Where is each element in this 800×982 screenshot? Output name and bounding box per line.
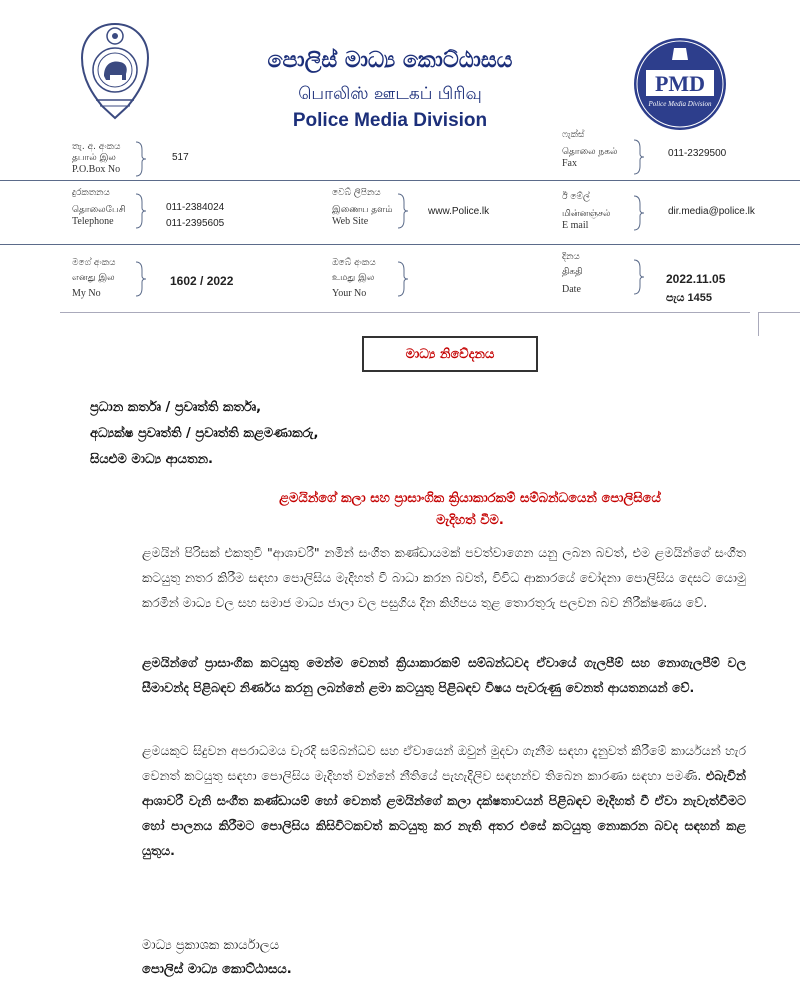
telephone-value-2: 011-2395605	[166, 218, 225, 229]
yourno-brace	[396, 260, 410, 298]
pobox-label: තැ. අ. අංකය தபால் இல P.O.Box No	[72, 142, 121, 175]
myno-value: 1602 / 2022	[170, 274, 234, 288]
addressee-2: අධ්‍යක්ෂ ප්‍රවෘත්ති / ප්‍රවෘත්ති කළමණාකරු,	[90, 426, 319, 441]
telephone-label: දුරකතනය தொலைபேசி Telephone	[72, 188, 126, 227]
email-brace	[632, 194, 646, 232]
header-corner-line	[758, 312, 759, 336]
myno-label: මගේ අංකය எனது இல My No	[72, 258, 116, 299]
yourno-label: ඔබේ අංකය உமது இல Your No	[332, 258, 376, 299]
signature-line-2: පොලිස් මාධ්‍ය කොට්ඨාසය.	[142, 962, 292, 977]
title-english: Police Media Division	[292, 110, 488, 131]
myno-brace	[134, 260, 148, 298]
title-tamil: பொலிஸ் ஊடகப் பிரிவு	[298, 84, 482, 104]
time-value: පැය 1455	[666, 292, 712, 304]
telephone-brace	[134, 192, 148, 230]
signature-line-1: මාධ්‍ය ප්‍රකාශක කාර්යාලය	[142, 938, 280, 953]
fax-value: 011-2329500	[668, 148, 727, 159]
website-brace	[396, 192, 410, 230]
notice-title: මාධ්‍ය නිවේදනය	[362, 336, 538, 372]
email-label: ඊ මේල් மின்னஞ்சல் E mail	[562, 192, 611, 231]
addressee-3: සියළුම මාධ්‍ය ආයතන.	[90, 452, 213, 467]
website-value: www.Police.lk	[428, 206, 490, 217]
subject-line-2: මැදිහත් වීම.	[436, 513, 504, 528]
pobox-brace	[134, 140, 148, 178]
pmd-logo-caption: Police Media Division	[648, 100, 712, 108]
header-corner-line-top	[758, 312, 800, 313]
telephone-value-1: 011-2384024	[166, 202, 225, 213]
paragraph-2: ළමයින්ගේ ප්‍රාසාංගික කටයුතු මෙන්ම වෙනත් ක්‍රියාකාරකම් සම්බන්ධවද ඒවායේ ගැලපීම් සහ නොගැලපීම් වල සීමාවන්ද පිළිබඳව නිර්ණය කරනු ලබන්නේ ළමා කටයුතු පිළිබඳව විෂය පැවරුණු වෙනත් ආයතනයන් වේ.	[142, 655, 746, 695]
paragraph-3-text: ළමයකුට සිදුවන අපරාධමය වැරදි සම්බන්ධව සහ ඒවායෙන් ඔවුන් මුදවා ගැනීම සඳහා දැනුවත් කිරීමේ කාර්යයන් හැර වෙනත් කටයුතු සඳහා පොලිසිය මැදිහත් වන්නේ නීතියේ පැහැදිලිව සඳහන්ව තිබෙන කාරණා සඳහා පමණි.	[142, 743, 746, 783]
pmd-logo-text: PMD	[654, 71, 706, 96]
header-divider-3	[60, 312, 750, 313]
addressee-1: ප්‍රධාන කර්තෘ / ප්‍රවෘත්ති කර්තෘ,	[90, 400, 262, 415]
fax-brace	[632, 138, 646, 176]
paragraph-3	[142, 738, 746, 863]
pobox-value: 517	[172, 152, 189, 163]
paragraph-4-text: එබැවින් ආශාවරී වැනි සංගීත කණ්ඩායම් හෝ වෙනත් ළමයින්ගේ කලා දක්ෂතාවයන් පිළිබඳව මැදිහත් වී ඒවා නැවැත්වීමට හෝ පාලනය කිරීමට පොලිසිය කිසිවිටකවත් කටයුතු කර නැති අතර එසේ කටයුතු නොකරන බවද සඳහන් කළ යුතුය.	[142, 768, 746, 858]
date-brace	[632, 258, 646, 296]
email-value: dir.media@police.lk	[668, 206, 755, 217]
paragraph-1: ළමයින් පිරිසක් එකතුවී "ආශාවරී" නමින් සංගීත කණ්ඩායමක් පවත්වාගෙන යනු ලබන බවත්, එම ළමයින්ගේ සංගීත කටයුතු නතර කිරීම සඳහා පොලිසිය මැදිහත් වී බාධා කරන බවත්, විවිධ ආකාරයේ චෝදනා පොලිසිය දෙසට යොමු කරමින් මාධ්‍ය වල සහ සමාජ මාධ්‍ය ජාලා වල පසුගිය දින කිහිපය තුළ තොරතුරු පලවන බව නිරීක්ෂණය වේ.	[142, 545, 746, 610]
fax-label: ෆැක්ස් தொலை நகல் Fax	[562, 130, 618, 169]
header-divider-2	[0, 244, 800, 245]
header-divider-1	[0, 180, 800, 181]
title-sinhala: පොලිස් මාධ්‍ය කොට්ඨාසය	[267, 48, 513, 73]
date-label: දිනය திகதி Date	[562, 252, 583, 295]
date-value: 2022.11.05	[666, 272, 726, 286]
pmd-logo	[632, 36, 728, 132]
signature-block	[142, 934, 292, 982]
website-label: වෙබ් ලිපිනය இணைய தளம் Web Site	[332, 188, 393, 227]
subject-line-1: ළමයින්ගේ කලා සහ ප්‍රාසාංගික ක්‍රියාකාරකම් සම්බන්ධයෙන් පොලිසියේ	[279, 491, 661, 506]
police-crest-logo	[74, 18, 156, 122]
subject-heading	[190, 488, 750, 532]
